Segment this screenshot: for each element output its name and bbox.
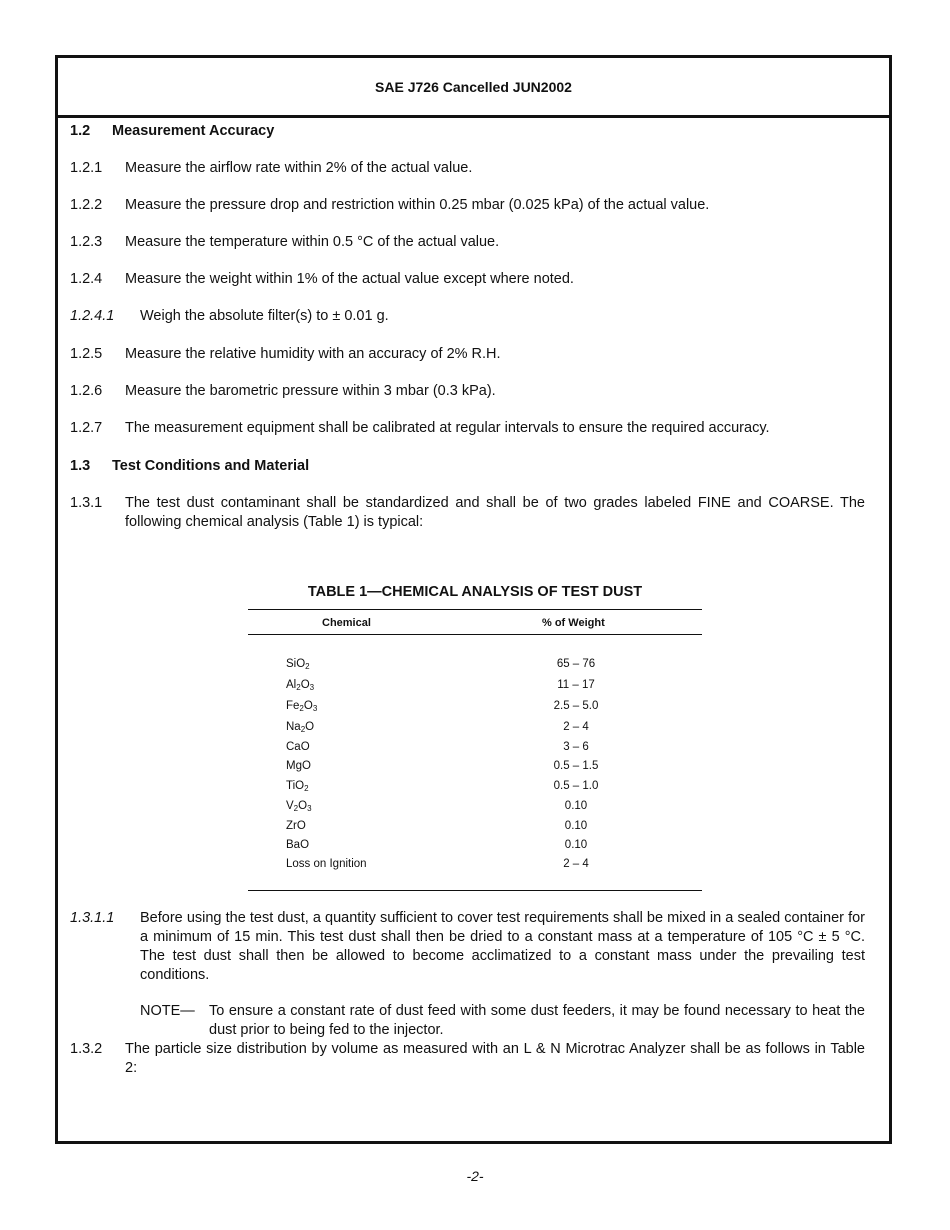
item-number: 1.2.1 (70, 160, 103, 176)
table-top-rule (248, 609, 702, 610)
item-number: 1.2.3 (70, 234, 103, 250)
page-number: -2- (466, 1168, 484, 1184)
item-number: 1.2.7 (70, 420, 103, 436)
document-title: SAE J726 Cancelled JUN2002 (375, 78, 572, 95)
section-number: 1.3 (70, 458, 91, 474)
item-number: 1.3.1.1 (70, 910, 115, 926)
table-cell-weight: 2 – 4 (563, 721, 589, 733)
section-title: Test Conditions and Material (112, 458, 310, 474)
item-number: 1.2.2 (70, 197, 103, 213)
table-cell-chemical: TiO$_2$ (286, 780, 309, 793)
note-label: NOTE— (140, 1003, 195, 1019)
item-number: 1.2.4.1 (70, 308, 115, 324)
table-cell-chemical: $Al_2O_3$ (286, 679, 315, 692)
table-cell-chemical: ZrO (286, 820, 306, 832)
table-cell-weight: 65 – 76 (556, 658, 596, 670)
table-cell-weight: 0.10 (564, 839, 588, 851)
item-text: Measure the barometric pressure within 3 mbar (0.3 kPa). (125, 383, 496, 399)
item-number: 1.2.4 (70, 271, 103, 287)
table-cell-weight: 11 – 17 (557, 679, 595, 691)
table-cell-chemical: Loss on Ignition (286, 858, 367, 870)
note-text: To ensure a constant rate of dust feed with some dust feeders, it may be found necessary to heat the dust prior to being fed to the injector. (209, 1003, 865, 1038)
item-text: The particle size distribution by volume as measured with an L & N Microtrac Analyzer shall be as follows in Table 2: (125, 1041, 865, 1076)
item-text: Measure the temperature within 0.5 °C of the actual value. (125, 234, 500, 250)
table-cell-chemical: CaO (286, 741, 310, 753)
table-bottom-rule (248, 890, 702, 891)
table-cell-chemical: SiO$_2$ (286, 658, 310, 671)
item-text: Measure the relative humidity with an accuracy of 2% R.H. (125, 346, 501, 362)
item-text: The test dust contaminant shall be standardized and shall be of two grades labeled FINE and COARSE. The following chemical analysis (Table 1) is typical: (125, 495, 865, 530)
item-number: 1.3.2 (70, 1041, 103, 1057)
table-cell-weight: 0.10 (564, 800, 588, 812)
table-cell-weight: 0.5 – 1.5 (553, 760, 599, 772)
item-text: The measurement equipment shall be calibrated at regular intervals to ensure the required accuracy. (125, 420, 770, 436)
table-cell-chemical: $Na_2O$ (286, 721, 315, 734)
item-text: Measure the pressure drop and restriction within 0.25 mbar (0.025 kPa) of the actual value. (125, 197, 710, 213)
column-header-chemical: Chemical (322, 617, 371, 629)
table-cell-chemical: $Fe_2O_3$ (286, 700, 318, 713)
table-cell-weight: 2.5 – 5.0 (553, 700, 599, 712)
table-cell-weight: 2 – 4 (563, 858, 589, 870)
item-number: 1.2.6 (70, 383, 103, 399)
section-title: Measurement Accuracy (112, 123, 275, 139)
document-header (58, 58, 889, 118)
item-number: 1.3.1 (70, 495, 103, 511)
table-cell-chemical: MgO (286, 760, 311, 772)
table-title: TABLE 1—CHEMICAL ANALYSIS OF TEST DUST (307, 584, 643, 600)
table-cell-chemical: BaO (286, 839, 310, 851)
item-text: Measure the airflow rate within 2% of the actual value. (125, 160, 473, 176)
item-number: 1.2.5 (70, 346, 103, 362)
table-cell-weight: 0.5 – 1.0 (553, 780, 599, 792)
item-text: Before using the test dust, a quantity sufficient to cover test requirements shall be mixed in a sealed container for a minimum of 15 min. This test dust shall then be dried to a constant mass at a temperature of 105 °C ± 5 °C. The test dust shall then be allowed to become acclimatized to a constant mass under the prevailing test conditions. (140, 910, 865, 983)
table-cell-chemical: $V_2O_3$ (286, 800, 312, 813)
item-text: Measure the weight within 1% of the actual value except where noted. (125, 271, 574, 287)
table-cell-weight: 0.10 (564, 820, 588, 832)
table-cell-weight: 3 – 6 (563, 741, 589, 753)
table-header-rule (248, 634, 702, 635)
item-text: Weigh the absolute filter(s) to ± 0.01 g. (140, 308, 389, 324)
section-number: 1.2 (70, 123, 91, 139)
column-header-weight: % of Weight (542, 617, 605, 629)
